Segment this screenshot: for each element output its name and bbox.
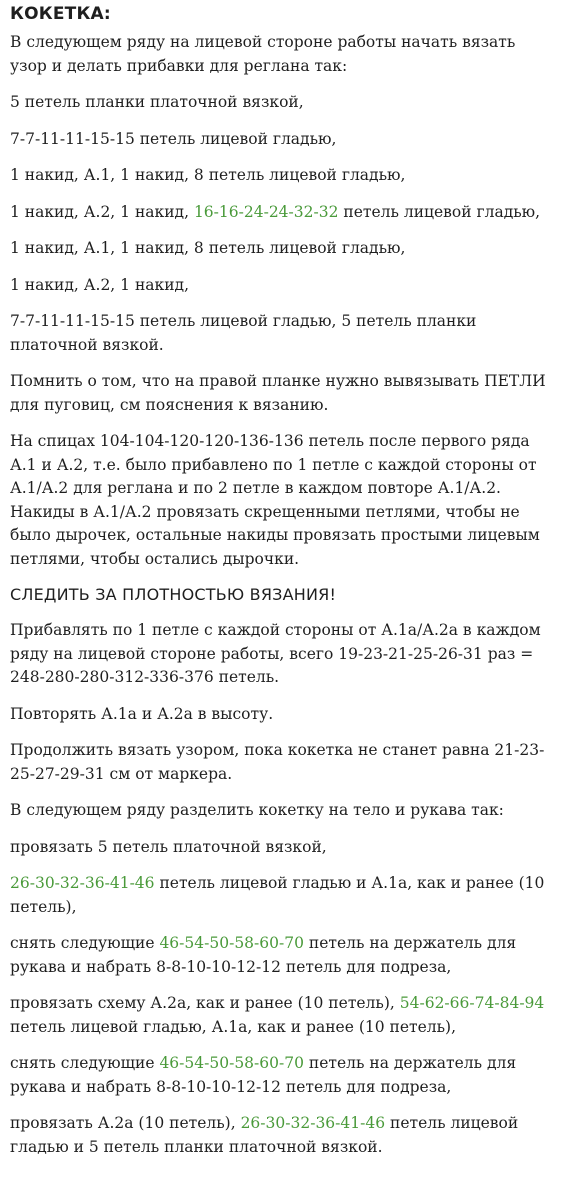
highlighted-count: 16-16-24-24-32-32 (193, 202, 339, 221)
paragraph-a2-first (10, 201, 556, 225)
highlighted-count: 46-54-50-58-60-70 (159, 934, 304, 952)
paragraph-sleeve-first (10, 932, 556, 979)
paragraph-stockinette-end: 7-7-11-11-15-15 петель лицевой гладью, 5 петель планки платочной вязкой. (10, 312, 477, 354)
highlighted-count: 46-54-50-58-60-70 (159, 1054, 304, 1072)
text-segment: провязать схему А.2а, как и ранее (10 петель), (10, 994, 400, 1012)
highlighted-count: 26-30-32-36-41-46 (240, 1114, 386, 1132)
paragraph-a2-second: 1 накид, А.2, 1 накид, (10, 275, 190, 294)
paragraph-intro: В следующем ряду на лицевой стороне работы начать вязать узор и делать прибавки для реглана так: (10, 33, 516, 75)
paragraph-divide: В следующем ряду разделить кокетку на тело и рукава так: (10, 801, 504, 819)
paragraph-final (10, 1112, 556, 1159)
highlighted-count: 26-30-32-36-41-46 (10, 874, 155, 892)
text-segment: петель лицевой гладью и А.1а, как и ранее (10 петель), (10, 874, 545, 916)
text-segment: петель на держатель для рукава и набрать 8-8-10-10-12-12 петель для подреза, (10, 1054, 517, 1096)
text-segment: петель на держатель для рукава и набрать 8-8-10-10-12-12 петель для подреза, (10, 934, 517, 976)
section-heading: КОКЕТКА: (10, 4, 111, 24)
text-segment: петель лицевой гладью, (338, 202, 541, 221)
highlighted-count: 54-62-66-74-84-94 (399, 994, 545, 1012)
paragraph-divide-placket: провязать 5 петель платочной вязкой, (10, 837, 327, 856)
text-segment: петель лицевой гладью и 5 петель планки платочной вязкой. (10, 1114, 519, 1156)
text-segment: провязать А.2а (10 петель), (10, 1114, 241, 1132)
paragraph-a1-second: 1 накид, А.1, 1 накид, 8 петель лицевой гладью, (10, 239, 406, 257)
paragraph-stockinette: 7-7-11-11-15-15 петель лицевой гладью, (10, 129, 337, 148)
text-segment: снять следующие (10, 934, 160, 952)
paragraph-repeat: Повторять А.1а и А.2а в высоту. (10, 704, 274, 723)
paragraph-continue: Продолжить вязать узором, пока кокетка не станет равна 21-23-25-27-29-31 см от маркера. (10, 741, 545, 783)
paragraph-buttonholes: Помнить о том, что на правой планке нужно вывязывать ПЕТЛИ для пуговиц, см пояснения к вязанию. (10, 372, 546, 414)
text-segment: снять следующие (10, 1054, 160, 1072)
text-segment: петель лицевой гладью, А.1а, как и ранее (10 петель), (10, 1017, 457, 1036)
text-segment: 1 накид, А.2, 1 накид, (10, 202, 194, 221)
paragraph-back (10, 992, 556, 1039)
paragraph-stitch-count: На спицах 104-104-120-120-136-136 петель после первого ряда А.1 и А.2, т.е. было прибавлено по 1 петле с каждой стороны от А.1/А.2 для реглана и по 2 петле в каждом повторе А.1/А.2. Накиды в А.1/А.2 провязать скрещенными петлями, чтобы не было дырочек, остальные накиды провязать простыми лицевым петлями, чтобы остались дырочки. (10, 432, 540, 568)
gauge-warning-heading: СЛЕДИТЬ ЗА ПЛОТНОСТЬЮ ВЯЗАНИЯ! (10, 585, 337, 604)
paragraph-sleeve-second (10, 1052, 556, 1099)
paragraph-divide-front (10, 872, 556, 919)
paragraph-a1-first: 1 накид, А.1, 1 накид, 8 петель лицевой гладью, (10, 166, 406, 184)
paragraph-increases: Прибавлять по 1 петле с каждой стороны от А.1а/А.2а в каждом ряду на лицевой стороне работы, всего 19-23-21-25-26-31 раз = 248-280-280-312-336-376 петель. (10, 621, 541, 686)
paragraph-placket: 5 петель планки платочной вязкой, (10, 93, 304, 111)
